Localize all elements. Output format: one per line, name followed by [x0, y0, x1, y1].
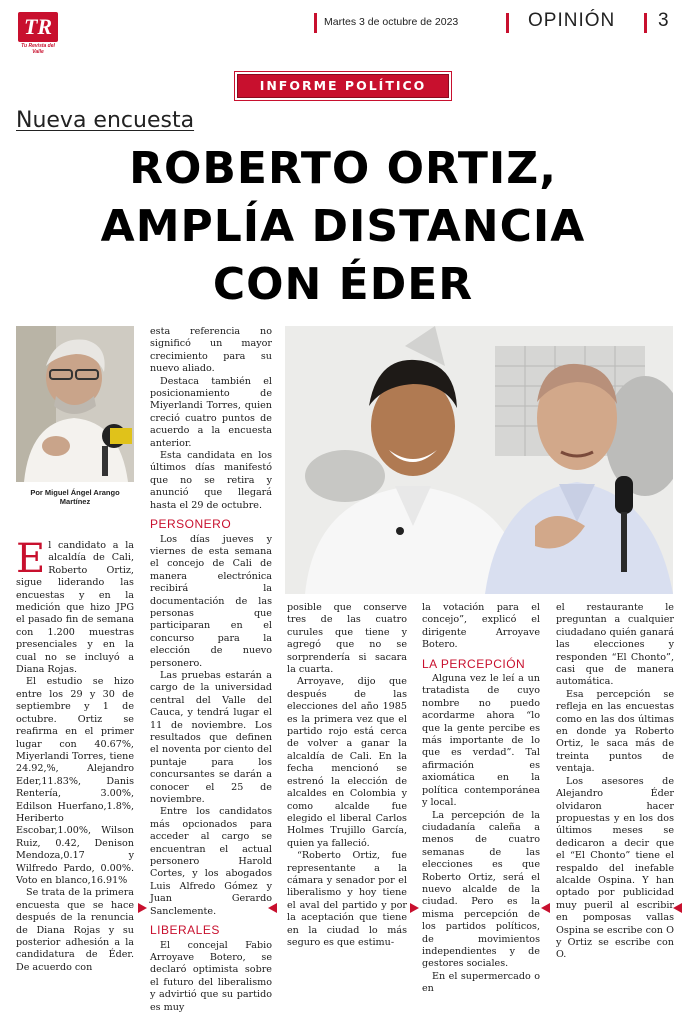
- section-heading: PERSONERO: [150, 517, 232, 532]
- paragraph: Alguna vez le leí a un tratadista de cuyo nombre no puedo acordarme ahora “lo que la gente percibe es más importante de lo que es verdad”. Tal afirmación es axiomática en la política contemporánea y local.: [422, 673, 540, 809]
- paragraph: Las pruebas estarán a cargo de la universidad central del Valle del Cauca, y tendrá lugar el 11 de noviembre. Los resultados que definen el noventa por ciento del puntaje para los concursantes se darán a conocer el 25 de noviembre.: [150, 669, 272, 806]
- header-divider: [314, 13, 317, 33]
- kicker-banner: [237, 74, 449, 98]
- paragraph: La percepción de la ciudadanía caleña a menos de cuatro semanas de las elecciones es que Roberto Ortiz, será el nuevo alcalde de la ciudad. Pero es la misma percepción de los partidos políticos, de movimientos independientes y de gestores sociales.: [422, 809, 540, 970]
- back-arrow-icon: [673, 903, 682, 913]
- author-photo-illustration: [16, 326, 134, 482]
- issue-date: Martes 3 de octubre de 2023: [324, 16, 459, 28]
- dropcap: E: [16, 536, 46, 582]
- text-column-5: [556, 602, 674, 962]
- text-column-3: [287, 602, 407, 949]
- candidates-photo: [285, 326, 673, 594]
- paragraph: Arroyave, dijo que después de las elecciones del año 1985 es la primera vez que el partido rojo está cerca de volver a ganar la alcaldía de Cali. En la fecha mencionó se estrenó la elección de alcaldes en Colombia y como alcalde fue elegido el liberal Carlos Holmes Trujillo García, quien ya falleció.: [287, 676, 407, 849]
- paragraph: el restaurante le preguntan a cualquier ciudadano quién ganará las elecciones y responden “El Chonto”, casi que de manera automática.: [556, 602, 674, 688]
- section-name: OPINIÓN: [528, 10, 616, 31]
- author-photo: [16, 326, 134, 482]
- paragraph: Esa percepción se refleja en las encuestas como en las dos últimas en donde ya Roberto Ortiz, le saca más de treinta puntos de ventaja.: [556, 688, 674, 775]
- article-headline: [10, 140, 676, 314]
- paragraph: Los días jueves y viernes de esta semana el concejo de Cali de manera electrónica recibirá la documentación de las personas que participaran en el concurso para la elección de nuevo personero.: [150, 533, 272, 669]
- continue-arrow-icon: [138, 903, 147, 913]
- text-column-4: [422, 602, 540, 996]
- text-column-1: [16, 536, 134, 974]
- section-heading: LIBERALES: [150, 923, 220, 938]
- back-arrow-icon: [541, 903, 550, 913]
- paragraph: En el supermercado o en: [422, 970, 540, 995]
- paragraph: esta referencia no significó un mayor crecimiento para su nuevo aliado.: [150, 326, 272, 375]
- paragraph: Destaca también el posicionamiento de Miyerlandi Torres, quien creció cuatro puntos de acuerdo a la encuesta anterior.: [150, 375, 272, 449]
- paragraph: “Roberto Ortiz, fue representante a la cámara y senador por el liberalismo y hoy tiene el aval del partido y por la aceptación que tiene en la ciudad lo más seguro es que estimu-: [287, 850, 407, 948]
- continue-arrow-icon: [410, 903, 419, 913]
- back-arrow-icon: [268, 903, 277, 913]
- paragraph: Los asesores de Alejandro Éder olvidaron hacer propuestas y en los dos últimos meses se dedicaron a decir que el “El Chonto” tiene el respaldo del inefable alcalde Ospina. Y han optado por publicidad muy pueril al escribir en pomposas vallas Ospina se escribe con O y Ortiz se escribe con O.: [556, 775, 674, 961]
- paragraph: posible que conserve tres de las cuatro curules que tiene y agregó que no se sorprendería si sacara la cuarta.: [287, 602, 407, 676]
- paragraph: Esta candidata en los últimos días manifestó que no se retira y anunció que llegará hasta el 29 de octubre.: [150, 450, 272, 511]
- article-subhead: Nueva encuesta: [16, 108, 195, 133]
- kicker-label: INFORME POLÍTICO: [259, 78, 427, 93]
- page-number: 3: [658, 10, 669, 31]
- paragraph: Se trata de la primera encuesta que se hace después de la renuncia de Diana Rojas y su posterior adhesión a la candidatura de Éder. De acuerdo con: [16, 887, 134, 973]
- photo-credit: Por Miguel Ángel Arango Martínez: [30, 488, 120, 506]
- headline-line: CON ÉDER: [212, 259, 474, 310]
- logo-tagline: Tu Revista del Valle: [21, 43, 55, 55]
- paragraph: El concejal Fabio Arroyave Botero, se declaró optimista sobre el futuro del liberalismo y advirtió que su partido es muy: [150, 939, 272, 1013]
- section-heading: LA PERCEPCIÓN: [422, 656, 526, 671]
- paragraph: Entre los candidatos más opcionados para acceder al cargo se encuentran el actual personero Harold Cortes, y los abogados Luis Alfredo Gómez y Juan Gerardo Sanclemente.: [150, 806, 272, 917]
- header-divider: [506, 13, 509, 33]
- paragraph: El estudio se hizo entre los 29 y 30 de septiembre y 1 de octubre. Ortiz se reafirma en el primer lugar con 40.67%, Miyerlandi Torres, tiene 24.92,%, Alejandro Eder,11.83%, Danis Rentería, 3.00%, Edilson Huerfano,1.8%, Heriberto Escobar,1.00%, Wilson Ruiz, 0.42, Denison Mendoza,0.17 y Wilfredo Pardo, 0.00%. Voto en blanco,16.91%: [16, 676, 134, 886]
- header-divider: [644, 13, 647, 33]
- lead-paragraph: [16, 536, 134, 676]
- text-column-2: [150, 326, 272, 1014]
- headline-line: AMPLÍA DISTANCIA: [100, 201, 586, 252]
- paragraph: la votación para el concejo”, explicó el dirigente Arroyave Botero.: [422, 602, 540, 651]
- paragraph-text: l candidato a la alcaldía de Cali, Roberto Ortiz, sigue liderando las encuestas y en la medición que hizo JPG el pasado fin de semana con 1.200 muestras presenciales y en la cual no se incluyó a Diana Rojas.: [16, 540, 134, 676]
- headline-line: ROBERTO ORTIZ,: [129, 143, 557, 194]
- logo-mark: TR: [18, 12, 58, 42]
- candidates-photo-illustration: [285, 326, 673, 594]
- masthead-logo: [18, 12, 58, 56]
